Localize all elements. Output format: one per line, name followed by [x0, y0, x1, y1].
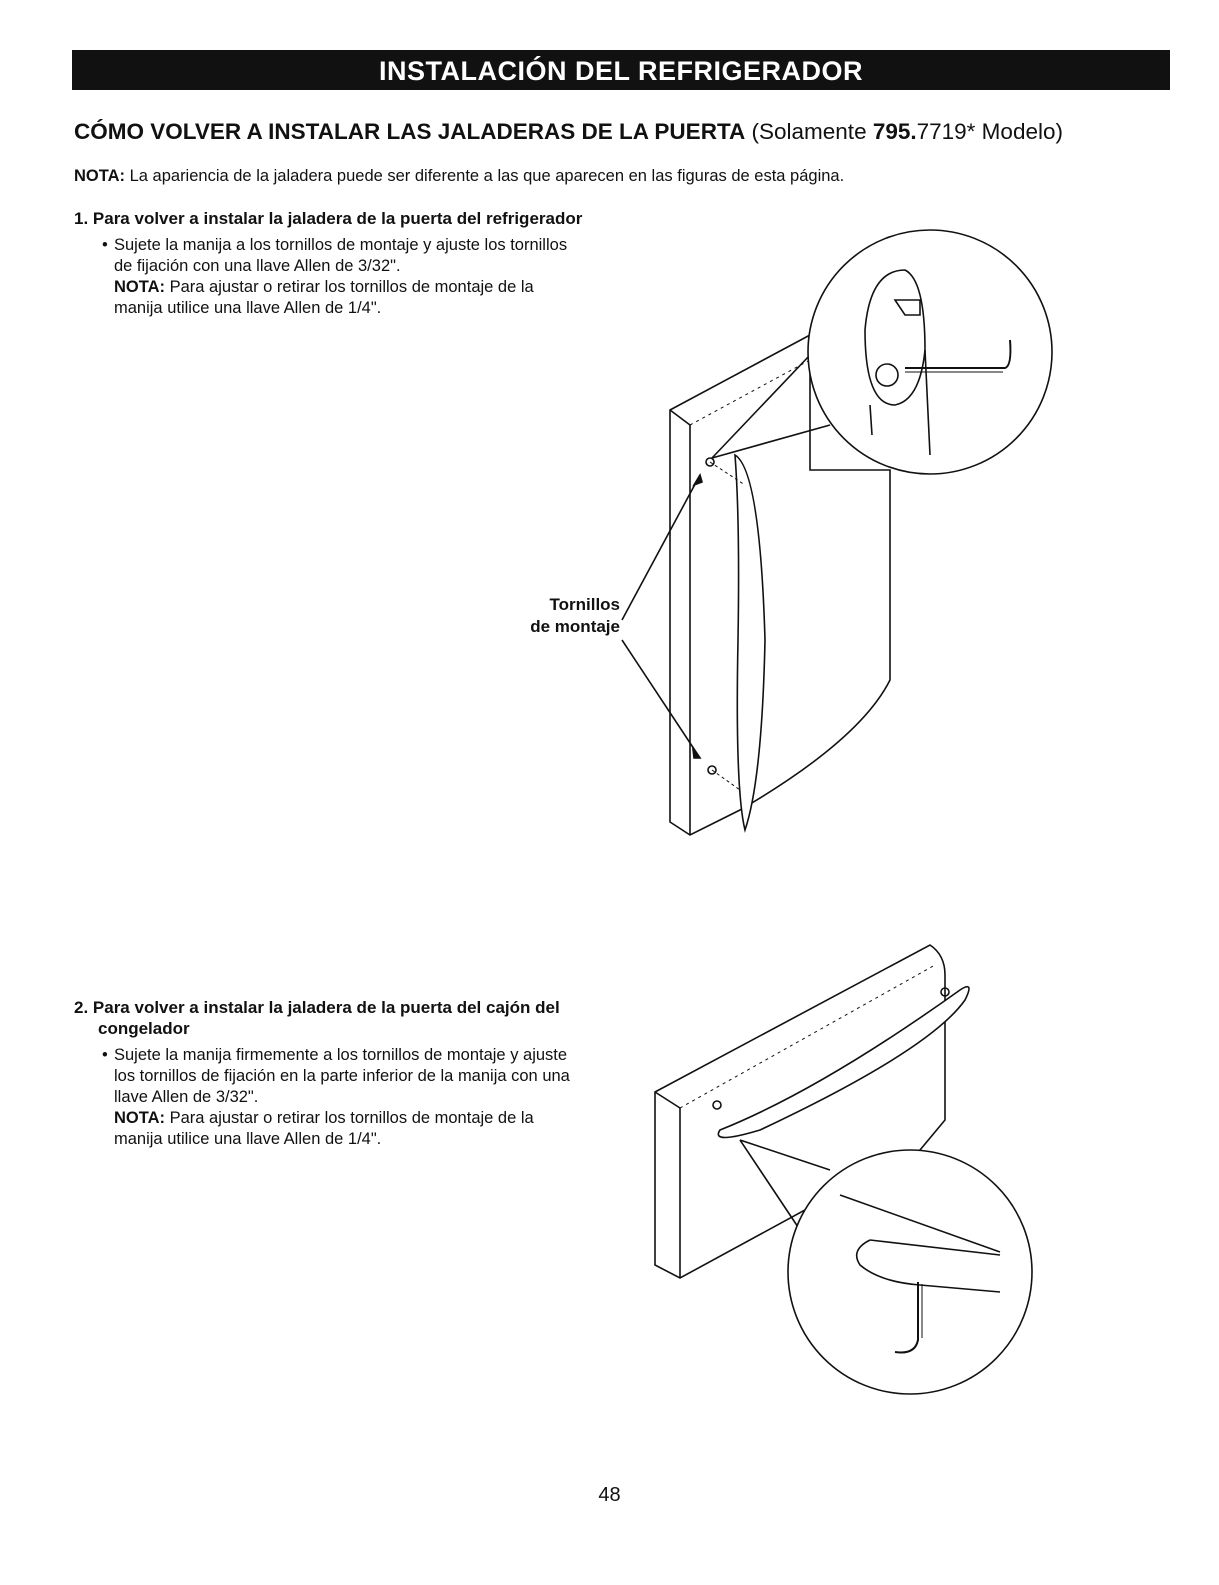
step-1-title: 1. Para volver a instalar la jaladera de la puerta del refrigerador	[74, 209, 583, 228]
heading-post: 7719* Modelo)	[916, 119, 1063, 144]
banner-title: INSTALACIÓN DEL REFRIGERADOR	[378, 56, 863, 86]
bullet-dot-icon: •	[102, 1046, 108, 1064]
callout-line-1: Tornillos	[549, 595, 620, 614]
heading-bold-text: CÓMO VOLVER A INSTALAR LAS JALADERAS DE LA PUERTA	[74, 119, 746, 144]
step-1-note-label: NOTA:	[114, 278, 166, 296]
heading-pre: (Solamente	[745, 119, 873, 144]
heading-model: 795.	[872, 119, 917, 144]
page-number: 48	[598, 1484, 621, 1506]
note-label: NOTA:	[74, 167, 126, 185]
detail-magnifier-circle	[788, 1150, 1032, 1394]
step-2-bullet-text: Sujete la manija firmemente a los tornillos de montaje y ajuste los tornillos de fijación en la parte inferior de la manija con una llave Allen de 3/32".	[114, 1046, 570, 1106]
step-2-note-label: NOTA:	[114, 1109, 166, 1127]
step-1-note-text: Para ajustar o retirar los tornillos de montaje de la manija utilice una llave Allen de 1/4".	[114, 278, 534, 317]
step-1-bullet-text: Sujete la manija a los tornillos de montaje y ajuste los tornillos de fijación con una llave Allen de 3/32".	[114, 236, 568, 275]
bullet-dot-icon: •	[102, 236, 108, 254]
step-2-note-text: Para ajustar o retirar los tornillos de montaje de la manija utilice una llave Allen de 1/4".	[114, 1109, 534, 1148]
callout-line-2: de montaje	[530, 617, 620, 636]
note-text: La apariencia de la jaladera puede ser diferente a las que aparecen en las figuras de esta página.	[125, 167, 845, 185]
step-2-title: 2. Para volver a instalar la jaladera de la puerta del cajón del congelador	[74, 998, 560, 1038]
